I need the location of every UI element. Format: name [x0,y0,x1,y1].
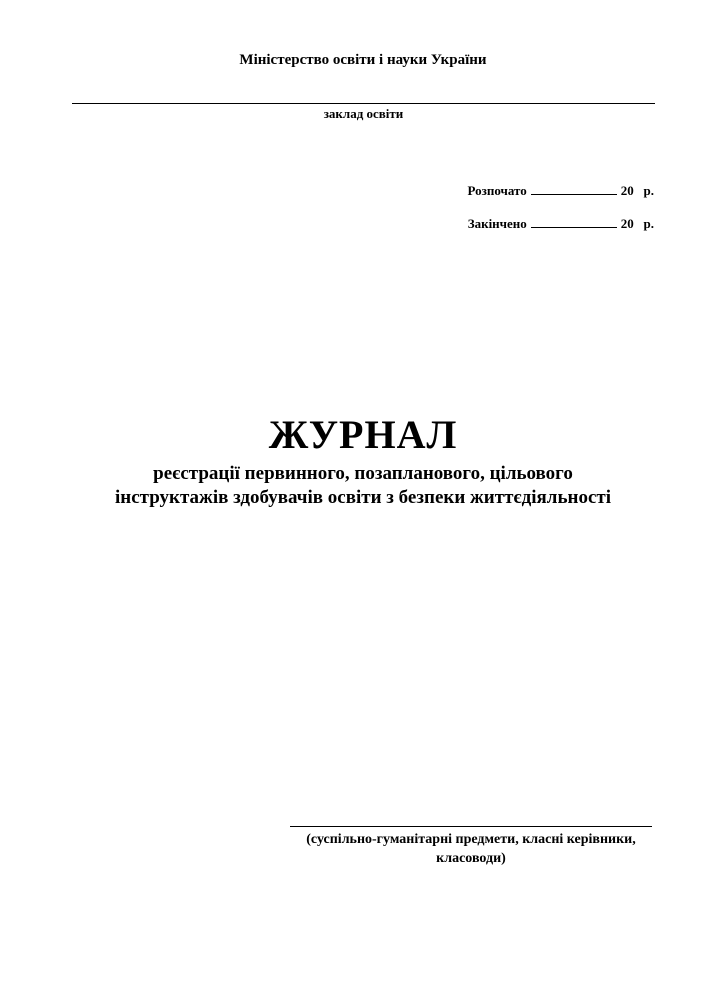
started-date-blank [531,184,617,195]
institution-caption: заклад освіти [323,106,404,121]
finished-date-row [468,216,654,232]
institution-fill-line [72,103,655,104]
category-caption [290,830,652,868]
started-year-suffix: р. [643,183,654,198]
subtitle-line-1: реєстрації первинного, позапланового, цільового [153,463,573,484]
started-date-row [468,183,654,199]
category-fill-line [290,826,652,827]
ministry-heading: Міністерство освіти і науки України [239,52,487,68]
subtitle-line-2: інструктажів здобувачів освіти з безпеки життєдіяльності [114,487,611,508]
finished-year-prefix: 20 [620,216,634,231]
finished-year-suffix: р. [643,216,654,231]
finished-date-blank [531,217,617,228]
started-label: Розпочато [467,183,527,198]
category-line-1: (суспільно-гуманітарні предмети, класні керівники, [306,832,636,847]
journal-title: ЖУРНАЛ [268,412,458,457]
journal-subtitle [0,462,706,510]
category-line-2: класоводи) [436,851,506,866]
started-year-prefix: 20 [620,183,634,198]
finished-label: Закінчено [467,216,527,231]
